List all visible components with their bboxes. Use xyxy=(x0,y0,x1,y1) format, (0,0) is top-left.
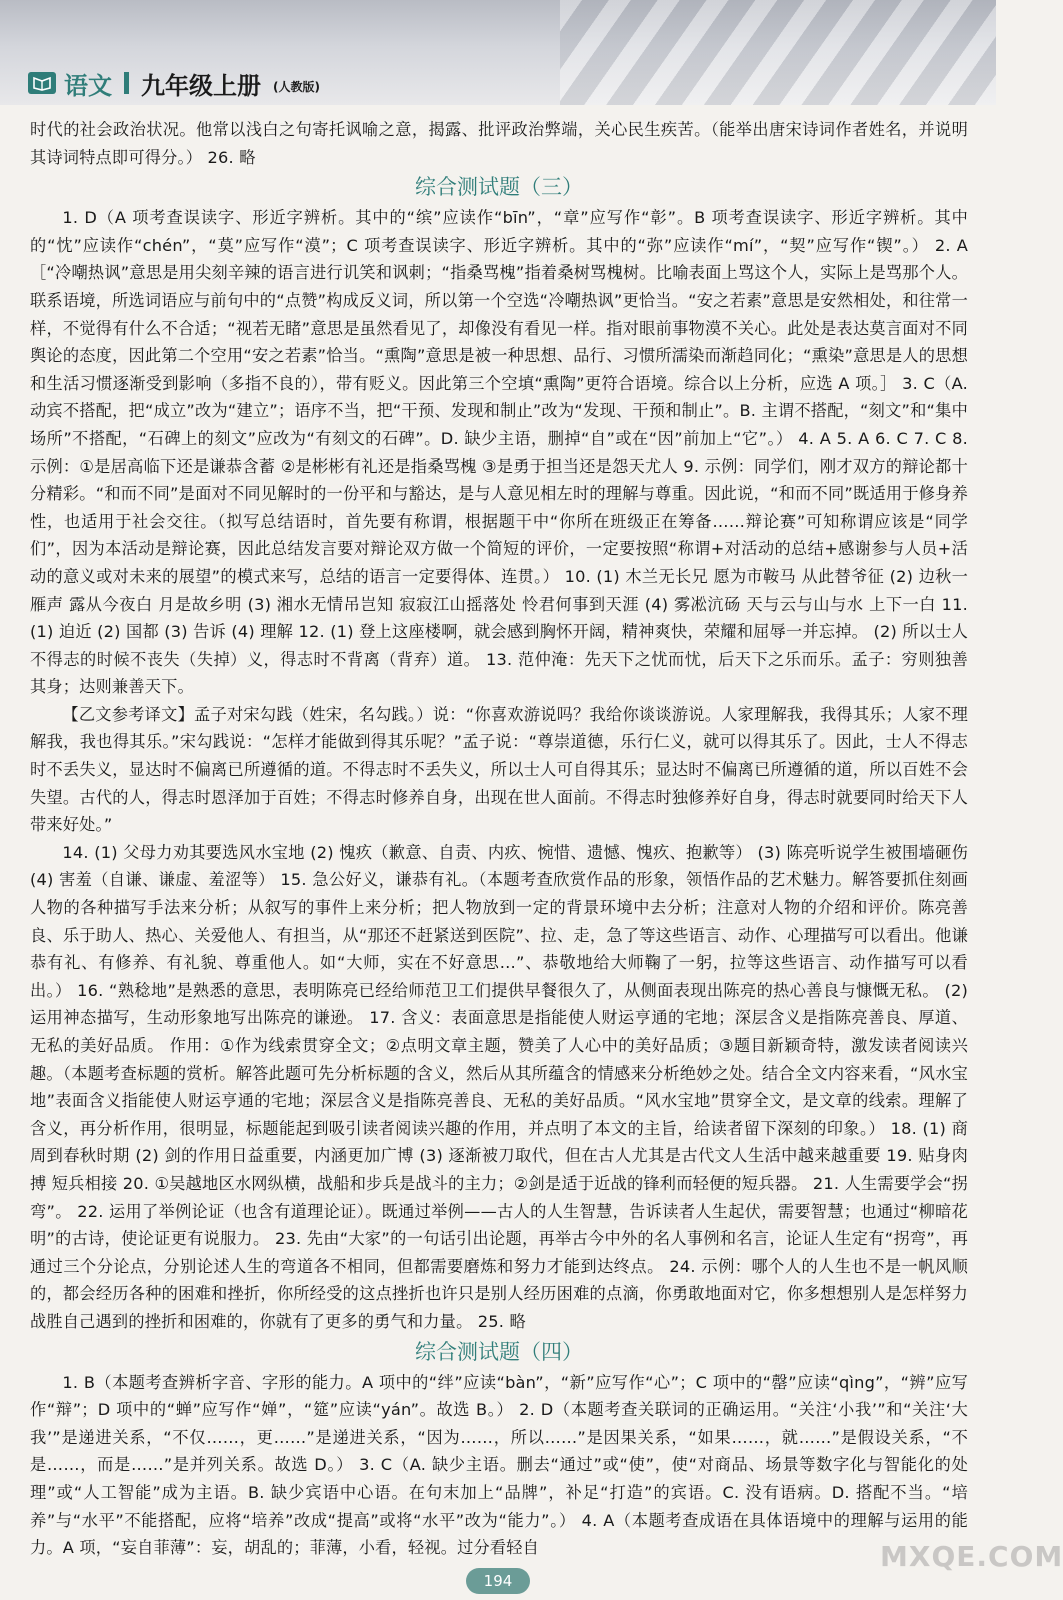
running-header xyxy=(28,68,320,98)
grade-label: 九年级上册 xyxy=(141,71,261,100)
header-decoration xyxy=(560,0,996,105)
watermark-logo: MXQE.COM xyxy=(880,1540,1063,1573)
open-book-icon xyxy=(28,72,56,94)
answer-content xyxy=(30,116,968,1562)
subject-label: 语文 xyxy=(64,71,112,100)
section-3-paragraph-2: 【乙文参考译文】孟子对宋勾践（姓宋，名勾践。）说：“你喜欢游说吗？我给你谈谈游说。人家理解我，我得其乐；人家不理解我，我也得其乐。”宋勾践说：“怎样才能做到得其乐呢？”孟子说：“尊崇道德，乐行仁义，就可以得其乐了。因此，士人不得志时不丢失义，显达时不偏离已所遵循的道。不得志时不丢失义，所以士人可自得其乐；显达时不偏离已所遵循的道，所以百姓不会失望。古代的人，得志时恩泽加于百姓；不得志时修养自身，出现在世人面前。不得志时独修养好自身，得志时就要同时给天下人带来好处。” xyxy=(30,704,968,835)
section-title-3: 综合测试题（三） xyxy=(415,175,583,200)
header-divider xyxy=(124,72,129,94)
intro-paragraph: 时代的社会政治状况。他常以浅白之句寄托讽喻之意，揭露、批评政治弊端，关心民生疾苦。（能举出唐宋诗词作者姓名，并说明其诗词特点即可得分。） 26. 略 xyxy=(30,120,968,167)
section-3-paragraph-3: 14. (1) 父母力劝其要选风水宝地 (2) 愧疚（歉意、自责、内疚、惋惜、遗憾、愧疚、抱歉等） (3) 陈亮听说学生被围墙砸伤 (4) 害羞（自谦、谦虚、羞涩等） 15. 急公好义，谦恭有礼。（本题考查欣赏作品的形象，领悟作品的艺术魅力。解答要抓住刻画人物的各种描写手法来分析；从叙写的事件上来分析；把人物放到一定的背景环境中去分析；注意对人物的介绍和评价。陈亮善良、乐于助人、热心、关爱他人、有担当，从“那还不赶紧送到医院”、拉、走，急了等这些语言、动作、心理描写可以看出。他谦恭有礼、有修养、有礼貌、尊重他人。如“大师，实在不好意思…”、恭敬地给大师鞠了一躬，拉等这些语言、动作描写可以看出。） 16. “熟稔地”是熟悉的意思，表明陈亮已经给师范卫工们提供早餐很久了，从侧面表现出陈亮的热心善良与慷慨无私。 (2) 运用神态描写，生动形象地写出陈亮的谦逊。 17. 含义：表面意思是指能使人财运亨通的宅地；深层含义是指陈亮善良、厚道、无私的美好品质。 作用：①作为线索贯穿全文；②点明文章主题，赞美了人心中的美好品质；③题目新颖奇特，激发读者阅读兴趣。（本题考查标题的赏析。解答此题可先分析标题的含义，然后从其所蕴含的情感来分析绝妙之处。结合全文内容来看，“风水宝地”表面含义指能使人财运亨通的宅地；深层含义是指陈亮善良、无私的美好品质。“风水宝地”贯穿全文，是文章的线索。理解了含义，再分析作用，很明显，标题能起到吸引读者阅读兴趣的作用，并点明了本文的主旨，给读者留下深刻的印象。） 18. (1) 商周到春秋时期 (2) 剑的作用日益重要，内涵更加广博 (3) 逐渐被刀取代，但在古人尤其是古代文人生活中越来越重要 19. 贴身肉搏 短兵相接 20. ①吴越地区水网纵横，战船和步兵是战斗的主力；②剑是适于近战的锋利而轻便的短兵器。 21. 人生需要学会“拐弯”。 22. 运用了举例论证（也含有道理论证）。既通过举例——古人的人生智慧，告诉读者人生起伏，需要智慧；也通过“柳暗花明”的古诗，使论证更有说服力。 23. 先由“大家”的一句话引出论题，再举古今中外的名人事例和名言，论证人生定有“拐弯”，再通过三个分论点，分别论述人生的弯道各不相同，但都需要磨炼和努力才能到达终点。 24. 示例：哪个人的人生也不是一帆风顺的，都会经历各种的困难和挫折，你所经受的这点挫折也许只是别人经历困难的点滴，你勇敢地面对它，你多想想别人是怎样努力战胜自己遇到的挫折和困难的，你就有了更多的勇气和力量。 25. 略 xyxy=(30,842,968,1331)
section-3-paragraph-1: 1. D（A 项考查误读字、形近字辨析。其中的“缤”应读作“bīn”，“章”应写作“彰”。B 项考查误读字、形近字辨析。其中的“忱”应读作“chén”，“莫”应写作“漠”；C 项考查误读字、形近字辨析。其中的“弥”应读作“mí”，“契”应写作“锲”。） 2. A［“冷嘲热讽”意思是用尖刻辛辣的语言进行讥笑和讽刺；“指桑骂槐”指着桑树骂槐树。比喻表面上骂这个人，实际上是骂那个人。联系语境，所选词语应与前句中的“点赞”构成反义词，所以第一个空选“冷嘲热讽”更恰当。“安之若素”意思是安然相处，和往常一样，不觉得有什么不合适；“视若无睹”意思是虽然看见了，却像没有看见一样。指对眼前事物漠不关心。此处是表达莫言面对不同舆论的态度，因此第二个空用“安之若素”恰当。“熏陶”意思是被一种思想、品行、习惯所濡染而渐趋同化；“熏染”意思是人的思想和生活习惯逐渐受到影响（多指不良的），带有贬义。因此第三个空填“熏陶”更符合语境。综合以上分析，应选 A 项。］ 3. C（A. 动宾不搭配，把“成立”改为“建立”；语序不当，把“干预、发现和制止”改为“发现、干预和制止”。B. 主谓不搭配，“刻文”和“集中场所”不搭配，“石碑上的刻文”应改为“有刻文的石碑”。D. 缺少主语，删掉“自”或在“因”前加上“它”。） 4. A 5. A 6. C 7. C 8. 示例：①是居高临下还是谦恭含蓄 ②是彬彬有礼还是指桑骂槐 ③是勇于担当还是怨天尤人 9. 示例：同学们，刚才双方的辩论都十分精彩。“和而不同”是面对不同见解时的一份平和与豁达，是与人意见相左时的理解与尊重。因此说，“和而不同”既适用于修身养性，也适用于社会交往。（拟写总结语时，首先要有称谓，根据题干中“你所在班级正在筹备……辩论赛”可知称谓应该是“同学们”，因为本活动是辩论赛，因此总结发言要对辩论双方做一个简短的评价，一定要按照“称谓+对活动的总结+感谢参与人员+活动的意义或对未来的展望”的模式来写，总结的语言一定要得体、连贯。） 10. (1) 木兰无长兄 愿为市鞍马 从此替爷征 (2) 边秋一雁声 露从今夜白 月是故乡明 (3) 湘水无情吊岂知 寂寂江山摇落处 怜君何事到天涯 (4) 雾凇沆砀 天与云与山与水 上下一白 11. (1) 迫近 (2) 国都 (3) 告诉 (4) 理解 12. (1) 登上这座楼啊，就会感到胸怀开阔，精神爽快，荣耀和屈辱一并忘掉。 (2) 所以士人不得志的时候不丧失（失掉）义，得志时不背离（背弃）道。 13. 范仲淹：先天下之忧而忧，后天下之乐而乐。孟子：穷则独善其身；达则兼善天下。 xyxy=(30,208,968,697)
edition-label: (人教版) xyxy=(273,79,320,94)
page-number: 194 xyxy=(466,1568,530,1594)
section-title-4: 综合测试题（四） xyxy=(415,1339,583,1364)
section-4-paragraph-1: 1. B（本题考查辨析字音、字形的能力。A 项中的“绊”应读“bàn”，“新”应写作“心”；C 项中的“罄”应读“qìng”，“辨”应写作“辩”；D 项中的“蝉”应写作“婵”，“筵”应读“yán”。故选 B。） 2. D（本题考查关联词的正确运用。“关注‘小我’”和“关注‘大我’”是递进关系，“不仅……，更……”是递进关系，“因为……，所以……”是因果关系，“如果……，就……”是假设关系，“不是……，而是……”是并列关系。故选 D。） 3. C（A. 缺少主语。删去“通过”或“使”，使“对商品、场景等数字化与智能化的处理”或“人工智能”成为主语。B. 缺少宾语中心语。在句末加上“品牌”，补足“打造”的宾语。C. 没有语病。D. 搭配不当。“培养”与“水平”不能搭配，应将“培养”改成“提高”或将“水平”改为“能力”。） 4. A（本题考查成语在具体语境中的理解与运用的能力。A 项，“妄自菲薄”：妄，胡乱的；菲薄，小看，轻视。过分看轻自 xyxy=(30,1372,968,1558)
